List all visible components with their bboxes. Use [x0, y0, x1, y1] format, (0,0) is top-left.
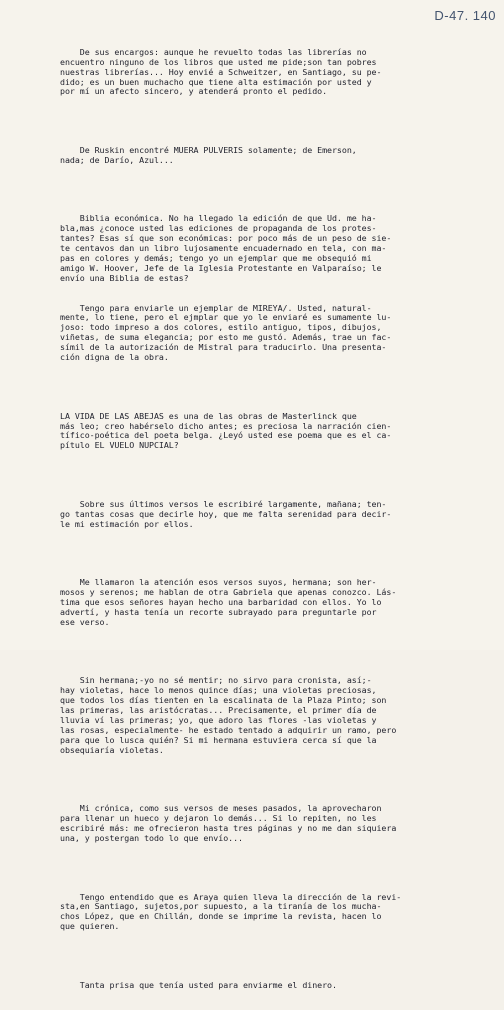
paragraph-cronica: Mi crónica, como sus versos de meses pasados, la aprovecharon para llenar un hueco y dejaron lo demás... Si lo repiten, no les escribiré más: me ofrecieron hasta tres páginas y no me dan siquiera una, y postergan todo lo que envío...	[60, 803, 397, 843]
paragraph-violetas: Sin hermana;-yo no sé mentir; no sirvo para cronista, así;- hay violetas, hace lo menos quince días; una violetas preciosas, que todos los días tienten en la escalinata de la Plaza Pinto; son las primeras, las aristócratas... Precisamente, el primer día de lluvia ví las primeras; yo, que adoro las flores -las violetas y las rosas, especialmente- he estado tentado a adquirir un ramo, pero para que lo lusca quién? Si mi hermana estuviera cerca sí que la obsequiaría violetas.	[60, 675, 397, 755]
paragraph-versos: Sobre sus últimos versos le escribiré largamente, mañana; ten- go tantas cosas que decirle hoy, que me falta serenidad para decir- le mi estimación por ellos.	[60, 498, 392, 529]
paragraph-atencion: Me llamaron la atención esos versos suyos, hermana; son her- mosos y serenos; me hablan de otra Gabriela que apenas conozco. Lás- tima que esos señores hayan hecho una barbaridad con ellos. Yo lo advertí, y hasta tenía un recorte subrayado para preguntarle por ese verso.	[60, 577, 397, 627]
paragraph-mireya: Tengo para enviarle un ejemplar de MIREYA/. Usted, natural- mente, lo tiene, pero el ejmplar que yo le enviaré es sumamente lu- joso: todo impreso a dos colores, estilo antiguo, tipos, dibujos, viñetas, de suma elegancia; por esto me gustó. Además, trae un fac- símil de la autorización de Mistral para traducirlo. Una presenta- ción digna de la obra.	[60, 302, 392, 363]
paragraph-dinero: Tanta prisa que tenía usted para enviarme el dinero.	[60, 979, 337, 990]
paragraph-araya: Tengo entendido que es Araya quien lleva la dirección de la revi- sta,en Santiago, sujetos,por supuesto, a la tiranía de los mucha- chos López, que en Chillán, donde se imprime la revista, hacen lo que quieren.	[60, 891, 402, 932]
letter-body	[60, 28, 498, 1010]
paragraph-encargos: De sus encargos: aunque he revuelto todas las librerías no encuentro ninguno de los libros que usted me pide;son tan pobres nuestras librerías... Hoy envié a Schweitzer, en Santiago, su pe- dido; es un buen muchacho que tiene alta estimación por usted y por mí un afecto sincero, y atenderá pronto el pedido.	[60, 46, 382, 97]
paragraph-abejas: LA VIDA DE LAS ABEJAS es una de las obras de Masterlinck que más leo; creo habérselo dicho antes; es preciosa la narración cien- tífico-poética del poeta belga. ¿Leyó usted ese poema que es el ca- pítulo EL VUELO NUPCIAL?	[60, 410, 392, 451]
archive-reference-mark: D-47. 140	[434, 8, 496, 23]
paragraph-ruskin: De Ruskin encontré MUERA PULVERIS solamente; de Emerson, nada; de Darío, Azul...	[60, 144, 357, 165]
paragraph-biblia: Biblia económica. No ha llegado la edición de que Ud. me ha- bla,mas ¿conoce usted las ediciones de propaganda de los protes- tantes? Esas sí que son económicas: por poco más de un peso de sie- te centavos dan un libro lujosamente encuadernado en tela, con ma- pas en colores y demás; tengo yo un ejemplar que me obsequió mi amigo W. Hoover, Jefe de la Iglesia Protestante en Valparaíso; le envío una Biblia de estas?	[60, 213, 392, 283]
